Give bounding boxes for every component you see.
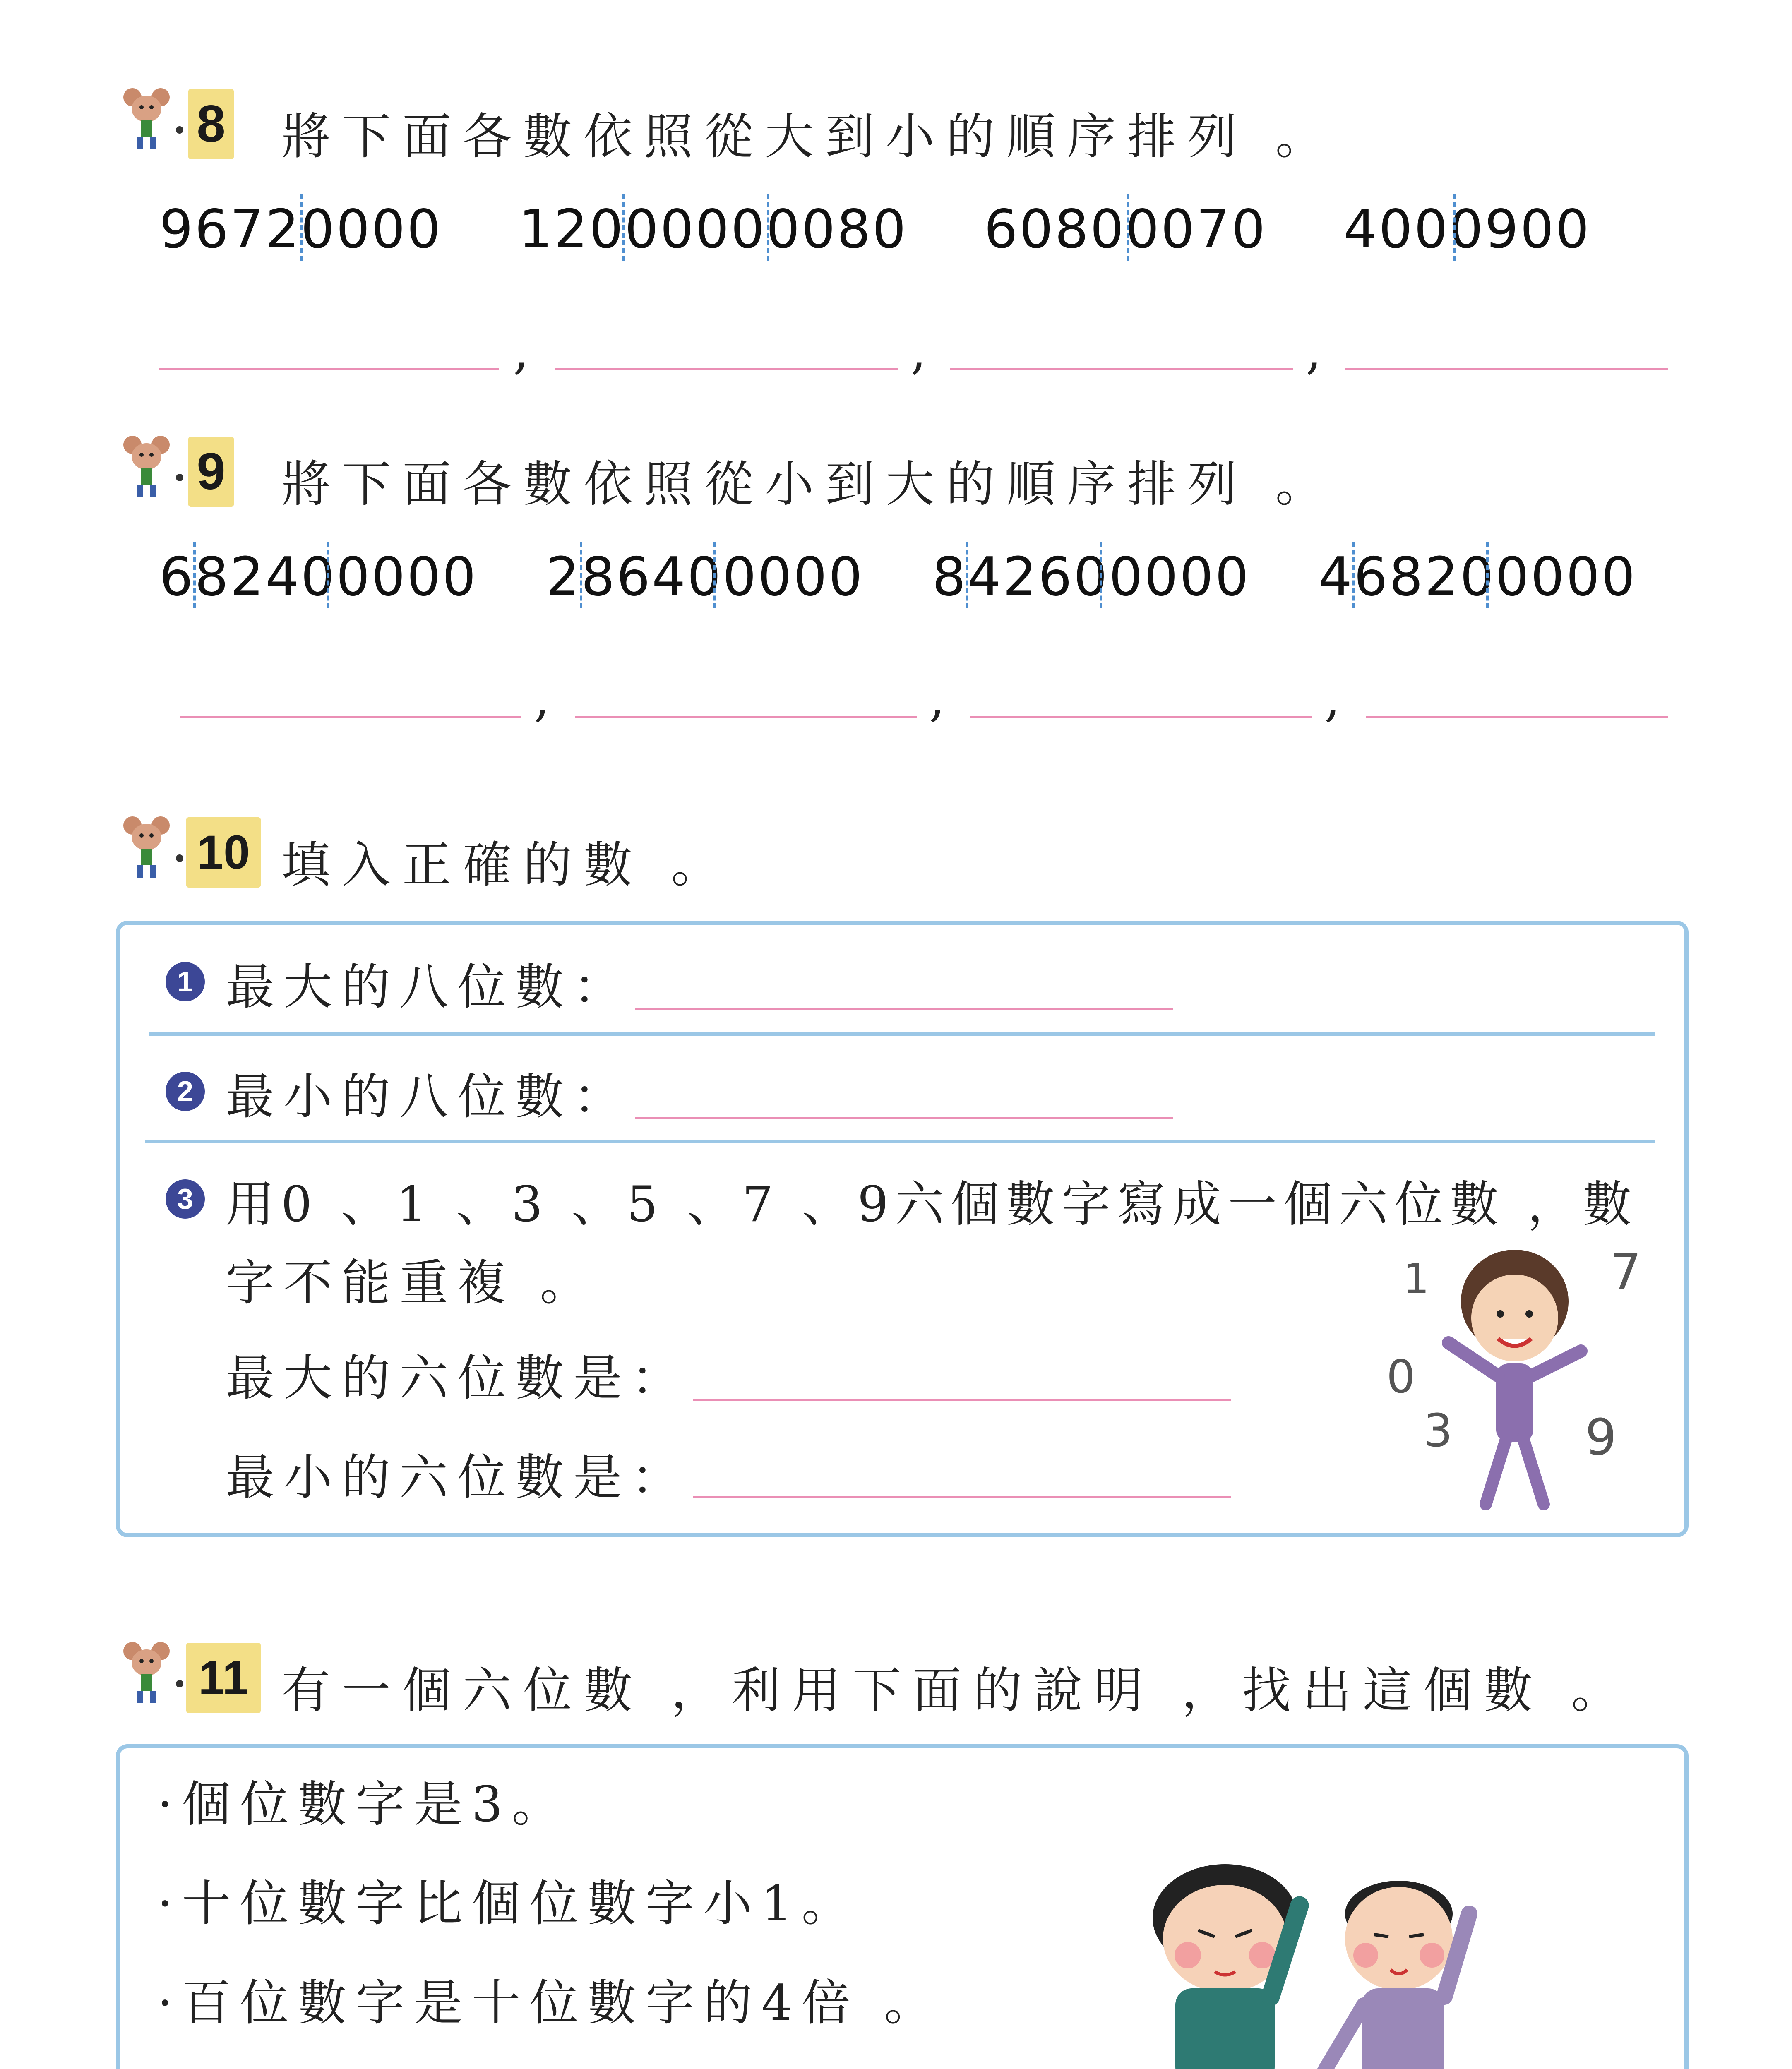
place-tick (1127, 194, 1129, 261)
item-number-2: 2 (166, 1072, 205, 1111)
place-tick (300, 194, 303, 261)
q8-numbers (159, 199, 1649, 260)
answer-line[interactable] (693, 1496, 1231, 1498)
svg-text:0: 0 (1386, 1350, 1415, 1403)
svg-text:7: 7 (1610, 1243, 1642, 1301)
place-tick (713, 542, 716, 608)
place-tick (1100, 542, 1102, 608)
number-item (546, 546, 864, 608)
number-item (519, 199, 908, 260)
clue-item (157, 2063, 860, 2069)
clue-text: 個位數字是3。 (182, 1776, 570, 1833)
clue-item: ·百位數字是十位數字的4倍 。 (157, 1974, 942, 2031)
number-text: 842600000 (932, 546, 1251, 608)
max-six-digit-label: 最大的六位數是： (226, 1349, 689, 1407)
answer-line[interactable] (1345, 368, 1668, 370)
comma: , (929, 670, 945, 728)
number-text: 12000000080 (519, 199, 908, 260)
clue-item: ·個位數字是3。 (157, 1776, 570, 1833)
answer-line[interactable] (575, 716, 917, 718)
item-number-1: 1 (166, 962, 205, 1001)
answer-line[interactable] (635, 1117, 1173, 1119)
bullet-dot-icon (176, 854, 183, 862)
comma: , (910, 323, 927, 380)
number-item (984, 199, 1267, 260)
question-prompt: 將下面各數依照從小到大的順序排列 。 (281, 456, 1336, 513)
number-text: 286400000 (545, 546, 864, 608)
number-text: 4000900 (1343, 199, 1591, 260)
answer-line[interactable] (693, 1399, 1231, 1401)
svg-text:9: 9 (1585, 1409, 1617, 1467)
question-prompt: 填入正確的數 。 (281, 836, 732, 893)
number-item (1319, 546, 1637, 608)
item-2-text: 最小的八位數： (226, 1068, 632, 1125)
q11-box (116, 1744, 1689, 2069)
answer-line[interactable] (555, 368, 898, 370)
answer-line[interactable] (970, 716, 1312, 718)
number-text: 468200000 (1318, 546, 1637, 608)
mouse-mascot-icon (120, 85, 173, 151)
clue-item: ·十位數字比個位數字小1。 (157, 1875, 860, 1932)
place-tick (327, 542, 329, 608)
number-item (932, 546, 1250, 608)
number-text: 60800070 (984, 199, 1267, 260)
svg-text:3: 3 (1424, 1404, 1453, 1457)
q10-box (116, 921, 1689, 1537)
two-boys-thinking-illustration (1130, 1856, 1527, 2069)
question-badge: 11 (186, 1643, 261, 1713)
place-tick (1486, 542, 1489, 608)
clue-text: 十位數字比個位數字小1。 (182, 1875, 860, 1932)
comma: , (513, 323, 529, 380)
item-1-text: 最大的八位數： (226, 958, 632, 1015)
question-prompt: 有一個六位數 ，利用下面的說明 ，找出這個數 。 (281, 1662, 1632, 1719)
question-badge: 8 (188, 89, 234, 159)
bullet-dot-icon (176, 126, 183, 134)
bullet-dot-icon (176, 474, 183, 481)
place-tick (1352, 542, 1355, 608)
place-tick (622, 194, 625, 261)
svg-text:1: 1 (1403, 1255, 1429, 1303)
q9-numbers (159, 546, 1637, 608)
answer-line[interactable] (635, 1008, 1173, 1010)
answer-line[interactable] (159, 368, 499, 370)
place-tick (767, 194, 769, 261)
divider (145, 1140, 1655, 1143)
item-3-line-2: 字不能重複 。 (226, 1254, 598, 1311)
bullet-dot-icon (176, 1680, 183, 1687)
place-tick (580, 542, 582, 608)
question-badge: 10 (186, 817, 261, 888)
q8-answer-row (159, 323, 1670, 381)
answer-line[interactable] (950, 368, 1293, 370)
question-prompt: 將下面各數依照從大到小的順序排列 。 (281, 108, 1336, 165)
mouse-mascot-icon (120, 1639, 173, 1705)
comma: , (534, 670, 550, 728)
place-tick (193, 542, 196, 608)
answer-line[interactable] (180, 716, 521, 718)
comma: , (1324, 670, 1340, 728)
number-item (1343, 199, 1591, 260)
min-six-digit-label: 最小的六位數是： (226, 1449, 689, 1506)
mouse-mascot-icon (120, 432, 173, 499)
clue-text: 百位數字是十位數字的4倍 。 (182, 1974, 942, 2031)
question-badge: 9 (188, 437, 234, 507)
number-text: 682400000 (159, 546, 478, 608)
mouse-mascot-icon (120, 813, 173, 879)
comma: , (1306, 323, 1322, 380)
q9-answer-row (180, 670, 1670, 728)
number-item (159, 199, 442, 260)
answer-line[interactable] (1366, 716, 1668, 718)
number-item (159, 546, 478, 608)
item-3-line-1: 用0 、1 、3 、5 、7 、9六個數字寫成一個六位數 ，數 (226, 1176, 1638, 1233)
girl-with-digits-illustration (1386, 1239, 1668, 1521)
item-number-3: 3 (166, 1179, 205, 1219)
place-tick (966, 542, 968, 608)
place-tick (1453, 194, 1456, 261)
number-text: 96720000 (159, 199, 442, 260)
divider (149, 1032, 1655, 1036)
